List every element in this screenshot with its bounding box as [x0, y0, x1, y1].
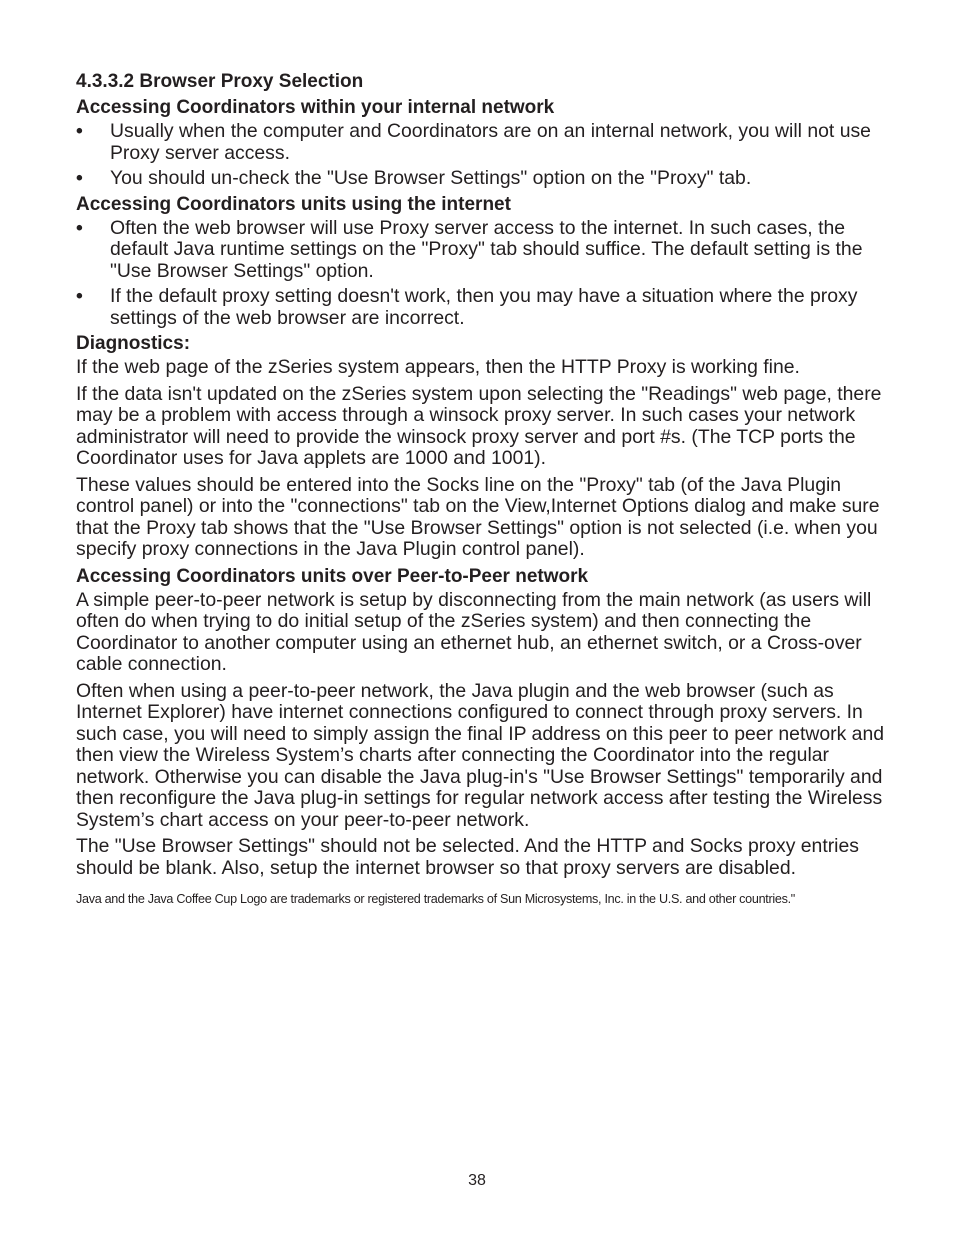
bullet-icon: •	[76, 285, 83, 307]
bullet-text: If the default proxy setting doesn't work, then you may have a situation where the proxy settings of the web browser are incorrect.	[110, 285, 858, 329]
peer-paragraph: The "Use Browser Settings" should not be selected. And the HTTP and Socks proxy entries should be blank. Also, setup the internet browser so that proxy servers are disabled.	[76, 835, 859, 879]
peer-paragraph: Often when using a peer-to-peer network, the Java plugin and the web browser (such as Internet Explorer) have internet connections configured to connect through proxy servers. In such case, you will need to simply assign the final IP address on this peer to peer network and then view the Wireless System’s charts after connecting the Coordinator into the regular network. Otherwise you can disable the Java plug-in's "Use Browser Settings" temporarily and then reconfigure the Java plug-in settings for regular network access after testing the Wireless System’s chart access on your peer-to-peer network.	[76, 679, 885, 831]
diagnostics-paragraph: If the data isn't updated on the zSeries system upon selecting the "Readings" web page, there may be a problem with access through a winsock proxy server. In such cases your network administrator will need to provide the winsock proxy server and port #s. (The TCP ports the Coordinator uses for Java applets are 1000 and 1001).	[76, 382, 882, 469]
bullet-icon: •	[76, 216, 83, 239]
bullet-text: Often the web browser will use Proxy server access to the internet. In such cases, the default Java runtime settings on the "Proxy" tab should suffice. The default setting is the "Use Browser Settings" option.	[110, 216, 863, 282]
internal-network-bullets	[76, 121, 886, 190]
trademark-footnote: Java and the Java Coffee Cup Logo are trademarks or registered trademarks of Sun Microsystems, Inc. in the U.S. and other countries."	[76, 892, 795, 906]
list-item	[76, 286, 886, 329]
list-item	[76, 121, 886, 164]
bullet-text: Usually when the computer and Coordinators are on an internal network, you will not use Proxy server access.	[110, 120, 871, 164]
internal-network-heading: Accessing Coordinators within your internal network	[76, 97, 555, 118]
bullet-icon: •	[76, 120, 83, 142]
peer-to-peer-heading: Accessing Coordinators units over Peer-to-Peer network	[76, 565, 589, 587]
page-number: 38	[468, 1172, 486, 1189]
list-item	[76, 218, 886, 283]
peer-paragraph: A simple peer-to-peer network is setup by disconnecting from the main network (as users will often do when trying to do initial setup of the zSeries system) and then connecting the Coordinator to another computer using an ethernet hub, an ethernet switch, or a Cross-over cable connection.	[76, 588, 872, 675]
list-item	[76, 168, 886, 190]
bullet-text: You should un-check the "Use Browser Settings" option on the "Proxy" tab.	[110, 167, 752, 189]
internet-bullets	[76, 218, 886, 330]
diagnostics-paragraph: If the web page of the zSeries system appears, then the HTTP Proxy is working fine.	[76, 356, 800, 378]
section-title: 4.3.3.2 Browser Proxy Selection	[76, 71, 364, 92]
diagnostics-heading: Diagnostics:	[76, 333, 191, 354]
bullet-icon: •	[76, 167, 83, 189]
document-page	[76, 71, 886, 907]
internet-heading: Accessing Coordinators units using the internet	[76, 193, 511, 215]
diagnostics-paragraph: These values should be entered into the Socks line on the "Proxy" tab (of the Java Plugin control panel) or into the "connections" tab on the View,Internet Options dialog and make sure that the Proxy tab shows that the "Use Browser Settings" option is not selected (i.e. when you specify proxy connections in the Java Plugin control panel).	[76, 473, 880, 560]
